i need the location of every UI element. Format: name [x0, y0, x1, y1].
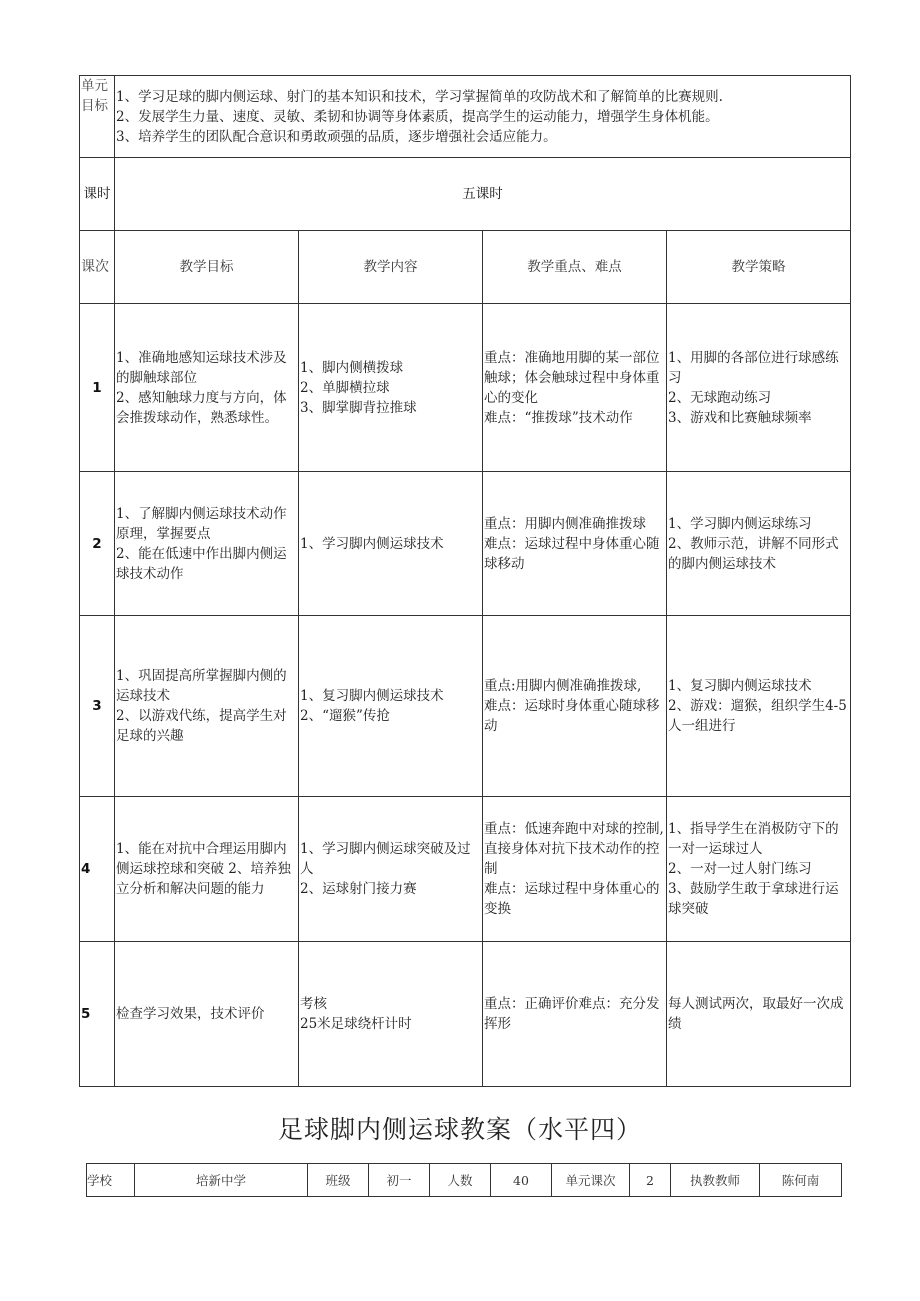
lesson-content [299, 304, 483, 472]
key-point-line: 难点：运球过程中身体重心随球移动 [484, 535, 660, 572]
lesson-info-table [86, 1163, 842, 1197]
class-value: 初一 [369, 1164, 430, 1197]
content-line: 1、学习脚内侧运球技术 [300, 535, 444, 552]
unit-lesson-value: 2 [630, 1164, 671, 1197]
lesson-number: 1 [80, 304, 115, 472]
content-line: 1、复习脚内侧运球技术 [300, 688, 444, 704]
lesson-number: 3 [80, 616, 115, 797]
teacher-value: 陈何南 [760, 1164, 842, 1197]
lesson-key-points [483, 616, 667, 797]
key-point-line: 难点：运球时身体重心随球移动 [484, 698, 660, 734]
header-content: 教学内容 [299, 231, 483, 304]
content-line: 2、运球射门接力赛 [300, 881, 417, 897]
goal-line: 2、以游戏代练，提高学生对足球的兴趣 [116, 708, 287, 744]
strategy-line: 3、鼓励学生敢于拿球进行运球突破 [668, 881, 839, 917]
lesson-goal [115, 304, 299, 472]
content-line: 1、学习脚内侧运球突破及过人 [300, 841, 471, 877]
key-point-line: 重点：低速奔跑中对球的控制,直接身体对抗下技术动作的控制 [484, 821, 664, 877]
strategy-line: 2、无球跑动练习 [668, 389, 772, 406]
content-line: 考核 [300, 996, 327, 1012]
lesson-row [80, 942, 851, 1087]
lesson-plan-title: 足球脚内侧运球教案（水平四） [277, 1115, 642, 1144]
lesson-strategy [667, 472, 851, 616]
unit-goal-item: 2、发展学生力量、速度、灵敏、柔韧和协调等身体素质，提高学生的运动能力，增强学生身体机能。 [116, 108, 719, 125]
class-hours-label: 课时 [80, 158, 115, 231]
key-point-line: 重点:用脚内侧准确推拨球, [484, 678, 642, 694]
strategy-line: 2、一对一过人射门练习 [668, 861, 812, 877]
content-line: 2、“遛猴”传抢 [300, 708, 390, 724]
lesson-key-points [483, 797, 667, 942]
unit-goal-item: 1、学习足球的脚内侧运球、射门的基本知识和技术，学习掌握简单的攻防战术和了解简单的比赛规则. [116, 88, 723, 105]
strategy-line: 1、复习脚内侧运球技术 [668, 678, 812, 694]
lesson-number: 5 [80, 942, 115, 1087]
strategy-line: 每人测试两次，取最好一次成绩 [668, 996, 844, 1032]
lesson-goal [115, 472, 299, 616]
key-point-line: 难点：“推拨球”技术动作 [484, 409, 633, 426]
lesson-strategy [667, 942, 851, 1087]
key-point-line: 重点：正确评价难点：充分发挥形 [484, 996, 660, 1032]
people-value: 40 [491, 1164, 552, 1197]
lesson-content [299, 942, 483, 1087]
goal-line: 2、能在低速中作出脚内侧运球技术动作 [116, 545, 287, 582]
lesson-strategy [667, 797, 851, 942]
lesson-goal [115, 942, 299, 1087]
lesson-number: 2 [80, 472, 115, 616]
unit-goals-row [80, 76, 851, 158]
key-point-line: 重点：准确地用脚的某一部位触球；体会触球过程中身体重心的变化 [484, 349, 660, 406]
goal-line: 1、了解脚内侧运球技术动作原理，掌握要点 [116, 505, 287, 542]
lesson-row [80, 616, 851, 797]
class-hours-value: 五课时 [115, 158, 851, 231]
unit-goal-item: 3、培养学生的团队配合意识和勇敢顽强的品质，逐步增强社会适应能力。 [116, 128, 557, 145]
content-line: 2、单脚横拉球 [300, 379, 390, 396]
strategy-line: 1、用脚的各部位进行球感练习 [668, 349, 839, 386]
lesson-content [299, 472, 483, 616]
lesson-row [80, 304, 851, 472]
key-point-line: 难点：运球过程中身体重心的变换 [484, 881, 660, 917]
strategy-line: 1、学习脚内侧运球练习 [668, 515, 812, 532]
header-lesson: 课次 [80, 231, 115, 304]
lesson-info-row [87, 1164, 842, 1197]
strategy-line: 3、游戏和比赛触球频率 [668, 409, 812, 426]
unit-lesson-label: 单元课次 [552, 1164, 630, 1197]
lesson-key-points [483, 942, 667, 1087]
goal-line: 1、能在对抗中合理运用脚内侧运球控球和突破 2、培养独立分析和解决问题的能力 [116, 841, 291, 897]
content-line: 25米足球绕杆计时 [300, 1016, 412, 1032]
school-value: 培新中学 [135, 1164, 308, 1197]
lesson-content [299, 797, 483, 942]
lesson-key-points [483, 472, 667, 616]
lesson-goal [115, 616, 299, 797]
strategy-line: 1、指导学生在消极防守下的一对一运球过人 [668, 821, 839, 857]
people-label: 人数 [430, 1164, 491, 1197]
key-point-line: 重点：用脚内侧准确推拨球 [484, 515, 646, 532]
strategy-line: 2、教师示范，讲解不同形式的脚内侧运球技术 [668, 535, 839, 572]
class-hours-row [80, 158, 851, 231]
header-strategy: 教学策略 [667, 231, 851, 304]
school-label: 学校 [87, 1164, 135, 1197]
header-row [80, 231, 851, 304]
lesson-row [80, 797, 851, 942]
class-label: 班级 [308, 1164, 369, 1197]
lesson-strategy [667, 616, 851, 797]
content-line: 1、脚内侧横拨球 [300, 359, 404, 376]
goal-line: 检查学习效果，技术评价 [116, 1006, 265, 1022]
unit-goals-content [115, 76, 851, 158]
lesson-strategy [667, 304, 851, 472]
unit-goals-label: 单元目标 [80, 76, 115, 158]
goal-line: 2、感知触球力度与方向，体会推拨球动作，熟悉球性。 [116, 389, 287, 426]
teacher-label: 执教教师 [671, 1164, 760, 1197]
goal-line: 1、准确地感知运球技术涉及的脚触球部位 [116, 349, 287, 386]
content-line: 3、脚掌脚背拉推球 [300, 399, 417, 416]
header-key-points: 教学重点、难点 [483, 231, 667, 304]
header-goal: 教学目标 [115, 231, 299, 304]
lesson-goal [115, 797, 299, 942]
lesson-row [80, 472, 851, 616]
lesson-number: 4 [80, 797, 115, 942]
unit-plan-table [79, 75, 851, 1087]
goal-line: 1、巩固提高所掌握脚内侧的运球技术 [116, 668, 287, 704]
lesson-content [299, 616, 483, 797]
strategy-line: 2、游戏：遛猴，组织学生4-5人一组进行 [668, 698, 847, 734]
lesson-key-points [483, 304, 667, 472]
